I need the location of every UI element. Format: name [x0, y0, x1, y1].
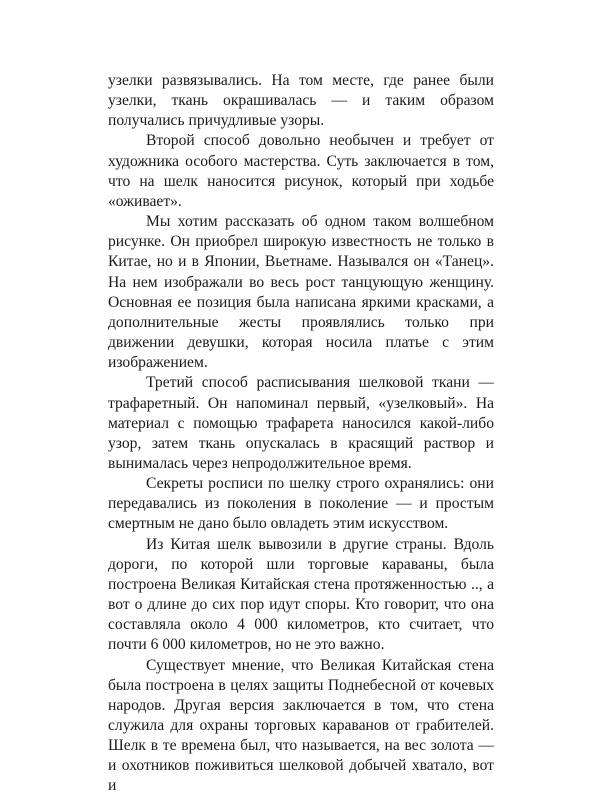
paragraph-wall-purpose: Существует мнение, что Великая Китайская стена была построена в целях защиты Поднебесной от кочевых народов. Другая версия заключается в том, что стена служила для охраны торговых караванов от грабителей. Шелк в те времена был, что называется, на вес золота — и охотников поживиться шелковой добычей хватало, вот и	[108, 656, 494, 795]
paragraph-secrets: Секреты росписи по шелку строго охранялись: они передавались из поколения в поколение — и простым смертным не дано было овладеть этим искусством.	[108, 475, 494, 533]
paragraph-continuation: узелки развязывались. На том месте, где ранее были узелки, ткань окрашивалась — и таким образом получались причудливые узоры.	[108, 72, 494, 130]
body-text	[108, 71, 494, 797]
paragraph-dance-picture: Мы хотим рассказать об одном таком волшебном рисунке. Он приобрел широкую известность не только в Китае, но и в Японии, Вьетнаме. Назывался он «Танец». На нем изображали во весь рост танцующую женщину. Основная ее позиция была написана яркими красками, а дополнительные жесты проявлялись только при движении девушки, которая носила платье с этим изображением.	[108, 213, 494, 372]
paragraph-third-method: Третий способ расписывания шелковой ткани — трафаретный. Он напоминал первый, «узелковый». На материал с помощью трафарета наносился какой-либо узор, затем ткань опускалась в красящий раствор и вынималась через непродолжительное время.	[108, 374, 494, 472]
paragraph-great-wall: Из Китая шелк вывозили в другие страны. Вдоль дороги, по которой шли торговые караваны, была построена Великая Китайская стена протяженностью .., а вот о длине до сих пор идут споры. Кто говорит, что она составляла около 4 000 километров, кто считает, что почти 6 000 километров, но не это важно.	[108, 535, 494, 654]
paragraph-second-method: Второй способ довольно необычен и требует от художника особого мастерства. Суть заключается в том, что на шелк наносится рисунок, который при ходьбе «оживает».	[108, 132, 494, 210]
